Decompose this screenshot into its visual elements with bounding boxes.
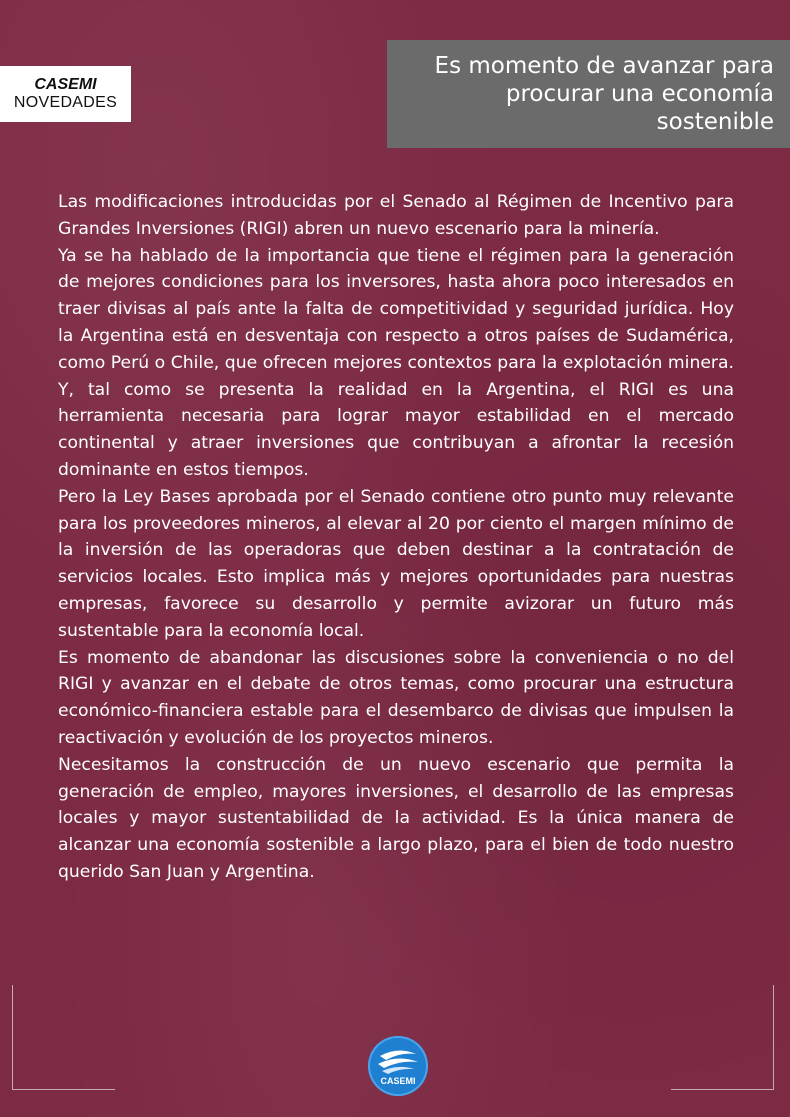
paragraph-1: Las modificaciones introducidas por el Senado al Régimen de Incentivo para Grandes Inversiones (RIGI) abren un nuevo escenario para la minería. [58,192,734,239]
headline-line-2: procurar una economía [505,81,774,107]
paragraph-5: Necesitamos la construcción de un nuevo escenario que permita la generación de empleo, mayores inversiones, el desarrollo de las empresas locales y mayor sustentabilidad de la actividad. Es la única manera de alcanzar una economía sostenible a largo plazo, para el bien de todo nuestro querido San Juan y Argentina. [58,754,734,882]
casemi-swoosh-icon [368,1036,428,1096]
headline-line-1: Es momento de avanzar para [434,53,774,79]
headline-box [387,40,790,148]
frame-right-line [773,985,774,1089]
paragraph-4: Es momento de abandonar las discusiones sobre la conveniencia o no del RIGI y avanzar en el debate de otros temas, como procurar una estructura económico-financiera estable para el desembarco de divisas que impulsen la reactivación y evolución de los proyectos mineros. [58,647,734,748]
article-body [58,189,734,886]
badge-section: NOVEDADES [13,94,118,111]
casemi-logo-icon [368,1036,428,1096]
paragraph-3: Pero la Ley Bases aprobada por el Senado contiene otro punto muy relevante para los proveedores mineros, al elevar al 20 por ciento el margen mínimo de la inversión de las operadoras que deben destinar a la contratación de servicios locales. Esto implica más y mejores oportunidades para nuestras empresas, favorece su desarrollo y permite avizorar un futuro más sustentable para la economía local. [58,486,734,641]
section-badge [0,66,131,122]
frame-bottom-right-line [671,1089,774,1090]
frame-left-line [12,985,13,1089]
paragraph-2: Ya se ha hablado de la importancia que tiene el régimen para la generación de mejores condiciones para los inversores, hasta ahora poco interesados en traer divisas al país ante la falta de competitividad y seguridad jurídica. Hoy la Argentina está en desventaja con respecto a otros países de Sudamérica, como Perú o Chile, que ofrecen mejores contextos para la explotación minera. Y, tal como se presenta la realidad en la Argentina, el RIGI es una herramienta necesaria para lograr mayor estabilidad en el mercado continental y atraer inversiones que contribuyan a afrontar la recesión dominante en estos tiempos. [58,245,734,480]
logo-text: CASEMI [380,1076,416,1086]
headline-line-3: sostenible [656,109,774,135]
frame-bottom-left-line [12,1089,115,1090]
badge-brand: CASEMI [34,76,97,93]
